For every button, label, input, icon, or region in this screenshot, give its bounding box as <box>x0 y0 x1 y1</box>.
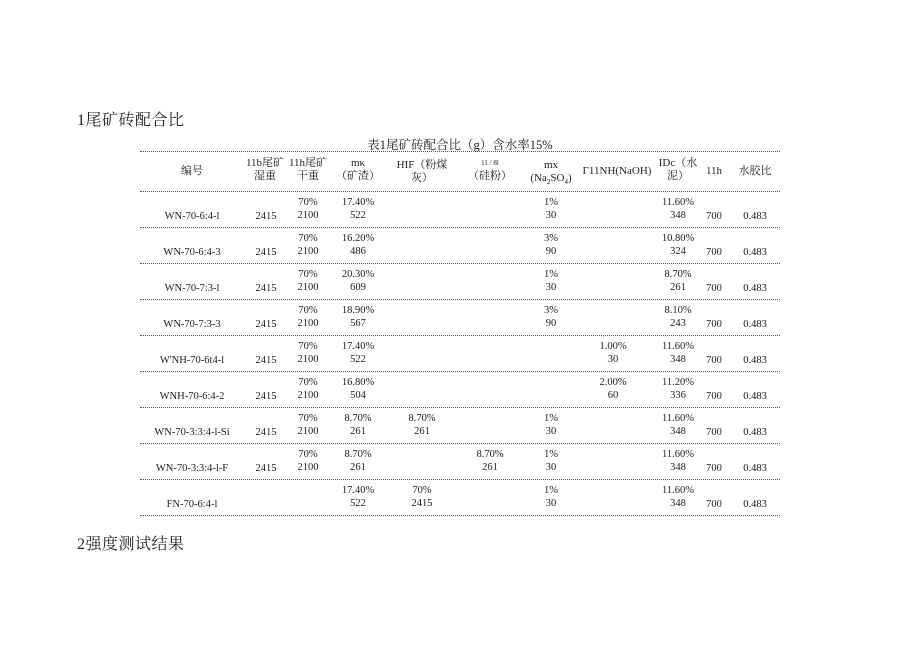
cell-cement: 8.70% 261 <box>664 269 692 293</box>
cell-slag: 17.40% 522 <box>341 197 375 221</box>
header-water: 11h <box>705 165 723 177</box>
header-silica-fume: 11 / 8l （硅粉） <box>468 159 512 182</box>
cell-wet: 2415 <box>255 355 277 366</box>
header-id: 编号 <box>181 165 203 177</box>
cell-water: 700 <box>706 427 722 438</box>
cell-id: WN-70-3:3:4-l-Si <box>154 427 230 438</box>
header-wet-weight: 11b尾矿 湿重 <box>245 157 285 182</box>
table-caption: 表1尾矿砖配合比（g）含水率15% <box>367 138 553 152</box>
header-dry-weight: 11h尾矿 干重 <box>288 157 328 182</box>
cell-cement: 11.60% 348 <box>662 197 694 221</box>
cell-id: W'NH-70-6t4-l <box>159 355 225 366</box>
header-slag: mκ （矿渣） <box>336 157 380 182</box>
cell-na2so4: 1% 30 <box>544 269 558 293</box>
cell-water: 700 <box>706 355 722 366</box>
section-2-title: 2强度测试结果 <box>77 536 185 553</box>
cell-ratio: 0.483 <box>743 211 767 222</box>
cell-na2so4: 1% 30 <box>544 449 558 473</box>
cell-slag: 17.40% 522 <box>341 485 375 509</box>
cell-wet: 2415 <box>255 391 277 402</box>
cell-slag: 8.70% 261 <box>344 449 372 473</box>
cell-cement: 11.60% 348 <box>662 341 694 365</box>
section-1-title: 1尾矿砖配合比 <box>77 112 185 129</box>
cell-cement: 10.80% 324 <box>661 233 695 257</box>
header-fly-ash: HIF（粉煤灰） <box>396 159 448 184</box>
cell-ratio: 0.483 <box>743 427 767 438</box>
table-row <box>140 192 780 228</box>
cell-slag: 16.80% 504 <box>341 377 375 401</box>
cell-fly: 8.70% 261 <box>408 413 436 437</box>
cell-water: 700 <box>706 319 722 330</box>
cell-ratio: 0.483 <box>743 391 767 402</box>
table-row <box>140 480 780 516</box>
cell-water: 700 <box>706 283 722 294</box>
cell-wet: 2415 <box>255 319 277 330</box>
cell-cement: 8.10% 243 <box>664 305 692 329</box>
header-naoh: Γ11NH(NaOH) <box>582 165 652 177</box>
table-row <box>140 408 780 444</box>
cell-id: WN-70-6:4-3 <box>163 247 221 258</box>
mix-ratio-table <box>140 151 780 516</box>
cell-ratio: 0.483 <box>743 355 767 366</box>
cell-ratio: 0.483 <box>743 319 767 330</box>
table-row <box>140 264 780 300</box>
cell-na2so4: 1% 30 <box>544 485 558 509</box>
cell-wet: 2415 <box>255 211 277 222</box>
cell-cement: 11.60% 348 <box>662 485 694 509</box>
cell-dry: 70% 2100 <box>297 269 319 293</box>
cell-water: 700 <box>706 499 722 510</box>
table-row <box>140 228 780 264</box>
cell-slag: 18.90% 567 <box>341 305 375 329</box>
cell-dry: 70% 2100 <box>297 305 319 329</box>
header-cement: IDc（水 泥） <box>658 157 698 182</box>
cell-ratio: 0.483 <box>743 247 767 258</box>
table-row <box>140 336 780 372</box>
cell-id: WN-70-3:3:4-l-F <box>155 463 229 474</box>
cell-water: 700 <box>706 247 722 258</box>
cell-slag: 17.40% 522 <box>341 341 375 365</box>
cell-dry: 70% 2100 <box>297 413 319 437</box>
cell-na2so4: 1% 30 <box>544 413 558 437</box>
cell-si: 8.70% 261 <box>476 449 504 473</box>
cell-slag: 20.30% 609 <box>341 269 375 293</box>
cell-water: 700 <box>706 463 722 474</box>
cell-dry: 70% 2100 <box>297 341 319 365</box>
cell-naoh: 2.00% 60 <box>599 377 627 401</box>
cell-wet: 2415 <box>255 283 277 294</box>
cell-dry: 70% 2100 <box>297 233 319 257</box>
table-header-row <box>140 152 780 192</box>
cell-ratio: 0.483 <box>743 283 767 294</box>
table-row <box>140 444 780 480</box>
cell-na2so4: 1% 30 <box>544 197 558 221</box>
cell-fly: 70% 2415 <box>411 485 433 509</box>
cell-dry: 70% 2100 <box>297 377 319 401</box>
cell-naoh: 1.00% 30 <box>599 341 627 365</box>
cell-id: WN-70-6:4-l <box>164 211 220 222</box>
cell-wet: 2415 <box>255 247 277 258</box>
header-na2so4: mx $(Na_2SO_4)$ <box>530 159 572 187</box>
cell-slag: 16.20% 486 <box>341 233 375 257</box>
cell-id: WN-70-7:3-l <box>164 283 220 294</box>
cell-wet: 2415 <box>255 463 277 474</box>
cell-na2so4: 3% 90 <box>544 233 558 257</box>
cell-water: 700 <box>706 211 722 222</box>
cell-cement: 11.60% 348 <box>662 413 694 437</box>
cell-na2so4: 3% 90 <box>544 305 558 329</box>
cell-dry: 70% 2100 <box>297 197 319 221</box>
cell-id: WN-70-7:3-3 <box>163 319 221 330</box>
cell-id: WNH-70-6:4-2 <box>159 391 225 402</box>
table-row <box>140 300 780 336</box>
cell-ratio: 0.483 <box>743 499 767 510</box>
cell-dry: 70% 2100 <box>297 449 319 473</box>
table-row <box>140 372 780 408</box>
cell-cement: 11.20% 336 <box>662 377 694 401</box>
cell-slag: 8.70% 261 <box>344 413 372 437</box>
cell-cement: 11.60% 348 <box>662 449 694 473</box>
cell-water: 700 <box>706 391 722 402</box>
header-water-binder-ratio: 水胶比 <box>738 165 772 177</box>
cell-ratio: 0.483 <box>743 463 767 474</box>
cell-id: FN-70-6:4-l <box>166 499 218 510</box>
cell-wet: 2415 <box>255 427 277 438</box>
